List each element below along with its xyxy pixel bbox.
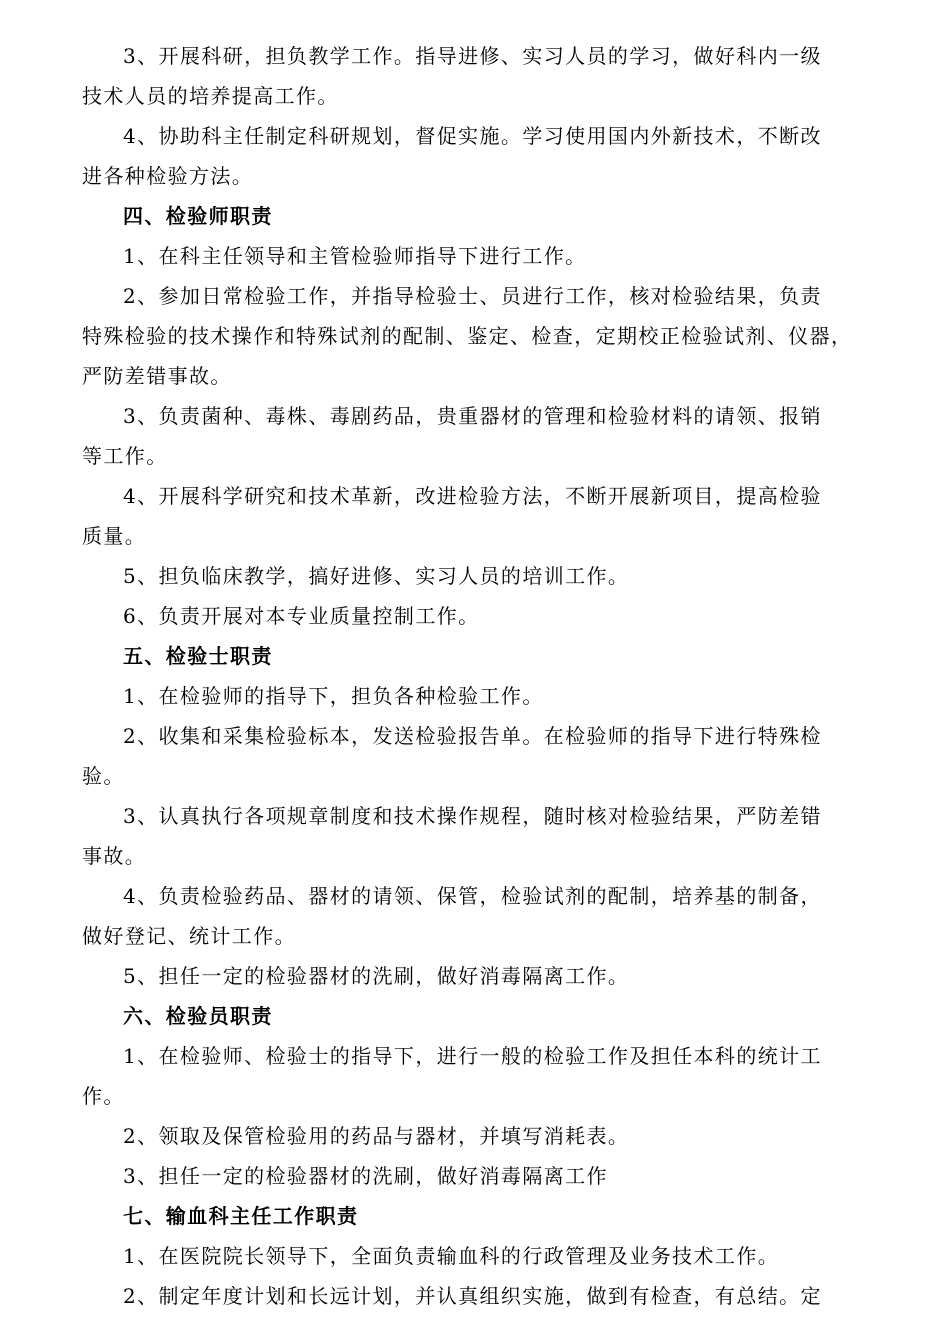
paragraph-continuation: 事故。 (82, 844, 147, 868)
paragraph-line: 3、开展科研，担负教学工作。指导进修、实习人员的学习，做好科内一级 (123, 44, 822, 68)
section-heading: 五、检验士职责 (123, 644, 273, 668)
paragraph-continuation: 技术人员的培养提高工作。 (82, 84, 339, 108)
paragraph-line: 1、在科主任领导和主管检验师指导下进行工作。 (123, 244, 587, 268)
paragraph-line: 3、负责菌种、毒株、毒剧药品，贵重器材的管理和检验材料的请领、报销 (123, 404, 822, 428)
paragraph-continuation: 验。 (82, 764, 125, 788)
paragraph-line: 1、在医院院长领导下，全面负责输血科的行政管理及业务技术工作。 (123, 1244, 780, 1268)
paragraph-line: 5、担任一定的检验器材的洗刷，做好消毒隔离工作。 (123, 964, 630, 988)
paragraph-line: 2、收集和采集检验标本，发送检验报告单。在检验师的指导下进行特殊检 (123, 724, 822, 748)
section-heading: 四、检验师职责 (123, 204, 273, 228)
document-page (82, 36, 882, 1316)
paragraph-line: 6、负责开展对本专业质量控制工作。 (123, 604, 480, 628)
paragraph-line: 3、认真执行各项规章制度和技术操作规程，随时核对检验结果，严防差错 (123, 804, 822, 828)
paragraph-line: 2、参加日常检验工作，并指导检验士、员进行工作，核对检验结果，负责 (123, 284, 822, 308)
paragraph-line: 4、协助科主任制定科研规划，督促实施。学习使用国内外新技术，不断改 (123, 124, 822, 148)
paragraph-line: 1、在检验师、检验士的指导下，进行一般的检验工作及担任本科的统计工 (123, 1044, 822, 1068)
paragraph-continuation: 等工作。 (82, 444, 168, 468)
paragraph-continuation: 质量。 (82, 524, 147, 548)
section-heading: 六、检验员职责 (123, 1004, 273, 1028)
paragraph-line: 4、开展科学研究和技术革新，改进检验方法，不断开展新项目，提高检验 (123, 484, 822, 508)
paragraph-line: 4、负责检验药品、器材的请领、保管，检验试剂的配制，培养基的制备， (123, 884, 822, 908)
paragraph-continuation: 作。 (82, 1084, 125, 1108)
paragraph-line: 5、担负临床教学，搞好进修、实习人员的培训工作。 (123, 564, 630, 588)
paragraph-continuation: 严防差错事故。 (82, 364, 232, 388)
paragraph-line: 1、在检验师的指导下，担负各种检验工作。 (123, 684, 544, 708)
paragraph-line: 2、领取及保管检验用的药品与器材，并填写消耗表。 (123, 1124, 630, 1148)
paragraph-continuation: 做好登记、统计工作。 (82, 924, 296, 948)
paragraph-continuation: 特殊检验的技术操作和特殊试剂的配制、鉴定、检查，定期校正检验试剂、仪器， (82, 324, 853, 348)
paragraph-continuation: 进各种检验方法。 (82, 164, 254, 188)
section-heading: 七、输血科主任工作职责 (123, 1204, 359, 1228)
paragraph-line: 3、担任一定的检验器材的洗刷，做好消毒隔离工作 (123, 1164, 608, 1188)
paragraph-line: 2、制定年度计划和长远计划，并认真组织实施，做到有检查，有总结。定 (123, 1284, 822, 1308)
